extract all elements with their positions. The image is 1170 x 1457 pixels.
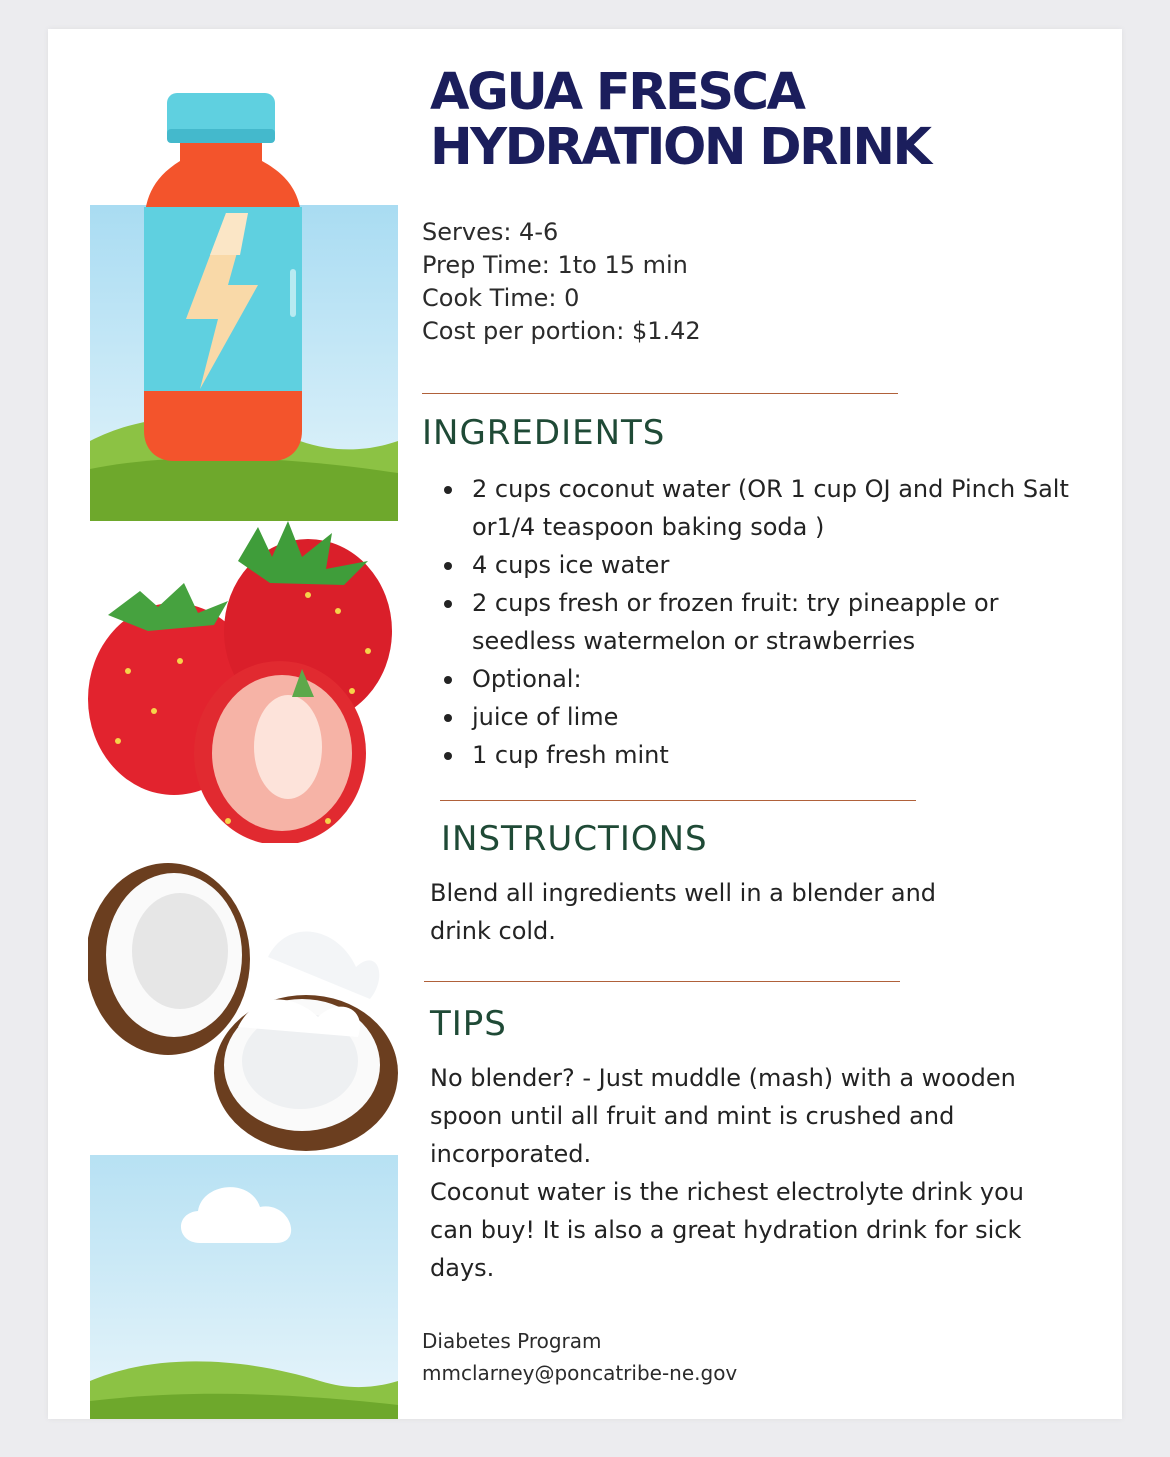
coconut-splash-illustration bbox=[88, 847, 400, 1153]
recipe-meta bbox=[422, 216, 701, 348]
title-line-2: HYDRATION DRINK bbox=[430, 118, 930, 177]
tips-line: spoon until all fruit and mint is crushed and bbox=[430, 1102, 955, 1130]
ingredients-heading: INGREDIENTS bbox=[422, 413, 666, 453]
cost-text: Cost per portion: $1.42 bbox=[422, 317, 701, 345]
prep-time-text: Prep Time: 1to 15 min bbox=[422, 251, 688, 279]
list-item: 1 cup fresh mint bbox=[440, 736, 1080, 774]
strawberry-illustration bbox=[88, 521, 400, 843]
recipe-card bbox=[48, 29, 1122, 1419]
contact-email[interactable]: mmclarney@poncatribe-ne.gov bbox=[422, 1361, 738, 1385]
instructions-line: Blend all ingredients well in a blender and bbox=[430, 879, 937, 907]
ingredients-list bbox=[440, 470, 1080, 774]
serves-text: Serves: 4-6 bbox=[422, 218, 559, 246]
instructions-heading: INSTRUCTIONS bbox=[441, 819, 708, 859]
tips-text bbox=[430, 1059, 1024, 1287]
tips-line: Coconut water is the richest electrolyte drink you bbox=[430, 1178, 1024, 1206]
title-line-1: AGUA FRESCA bbox=[430, 63, 804, 122]
footer bbox=[422, 1325, 737, 1389]
sports-drink-bottle-icon bbox=[90, 89, 398, 521]
tips-line: No blender? - Just muddle (mash) with a wooden bbox=[430, 1064, 1016, 1092]
divider bbox=[440, 800, 916, 801]
tips-line: days. bbox=[430, 1254, 495, 1282]
list-item: juice of lime bbox=[440, 698, 1080, 736]
program-name: Diabetes Program bbox=[422, 1329, 602, 1353]
cloud-landscape-illustration bbox=[90, 1155, 398, 1419]
list-item: 2 cups coconut water (OR 1 cup OJ and Pinch Salt or1/4 teaspoon baking soda ) bbox=[440, 470, 1080, 546]
instructions-line: drink cold. bbox=[430, 917, 556, 945]
tips-line: incorporated. bbox=[430, 1140, 592, 1168]
instructions-text bbox=[430, 874, 936, 950]
cook-time-text: Cook Time: 0 bbox=[422, 284, 580, 312]
recipe-title bbox=[430, 65, 930, 175]
divider bbox=[422, 393, 898, 394]
list-item: 2 cups fresh or frozen fruit: try pineapple or seedless watermelon or strawberries bbox=[440, 584, 1080, 660]
divider bbox=[424, 981, 900, 982]
list-item: Optional: bbox=[440, 660, 1080, 698]
tips-line: can buy! It is also a great hydration drink for sick bbox=[430, 1216, 1022, 1244]
tips-heading: TIPS bbox=[430, 1004, 507, 1044]
list-item: 4 cups ice water bbox=[440, 546, 1080, 584]
